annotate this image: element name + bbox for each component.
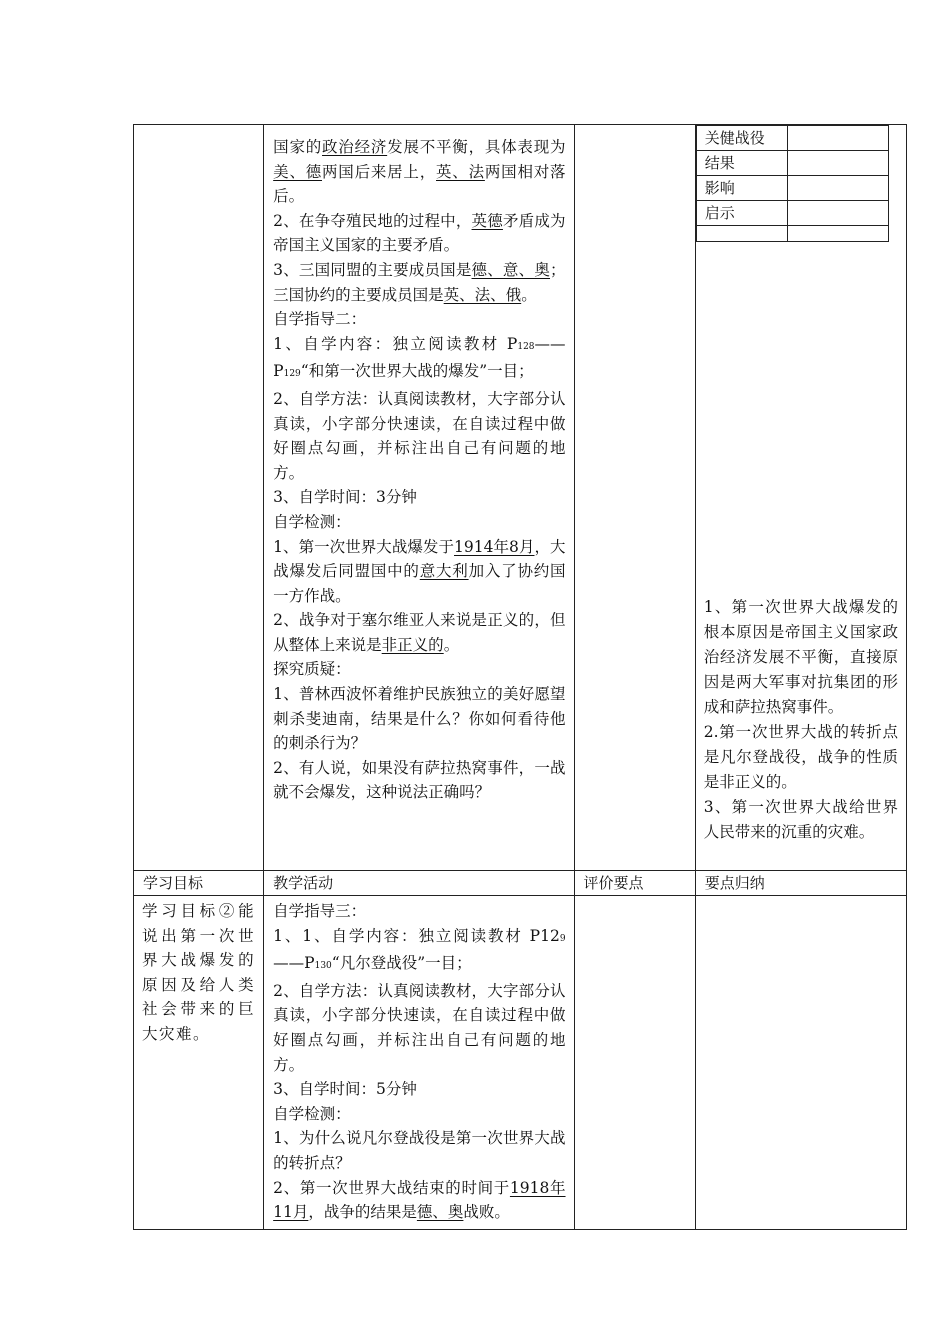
battle-row: [696, 126, 888, 151]
self-check-item-2: 2、战争对于塞尔维亚人来说是正义的，但从整体上来说是非正义的。: [273, 611, 566, 654]
header-evaluation: 评价要点: [574, 871, 695, 896]
header-summary: 要点归纳: [695, 871, 906, 896]
result-row: [696, 151, 888, 176]
goal-cell-top: [134, 125, 264, 871]
summary-point-3: 3、第一次世界大战给世界人民带来的沉重的灾难。: [703, 798, 898, 841]
guide-two-method: 2、自学方法：认真阅读教材，大字部分认真读，小字部分快速读，在自读过程中做好圈点勾画，并标注出自己有问题的地方。: [273, 389, 566, 482]
top-section-row: [134, 125, 907, 871]
self-check-heading: 自学检测：: [273, 512, 351, 531]
header-activity: 教学活动: [264, 871, 574, 896]
battle-value: [787, 126, 888, 151]
self-check-heading-2: 自学检测：: [273, 1104, 351, 1123]
evaluation-cell-bottom: [574, 896, 695, 1230]
blank-row: [696, 226, 888, 242]
header-goal: 学习目标: [134, 871, 264, 896]
activity-cell-top: [264, 125, 574, 871]
lesson-row: [696, 201, 888, 226]
summary-text: [696, 595, 906, 845]
self-check-item-1: 1、第一次世界大战爆发于1914年8月，大战爆发后同盟国中的意大利加入了协约国一方作战。: [273, 537, 566, 605]
self-check-item-4: 2、第一次世界大战结束的时间于1918年11月，战争的结果是德、奥战败。: [273, 1178, 566, 1222]
summary-point-1: 1、第一次世界大战爆发的根本原因是帝国主义国家政治经济发展不平衡，直接原因是两大军事对抗集团的形成和萨拉热窝事件。: [703, 598, 898, 716]
activity-text-bottom: [264, 896, 573, 1229]
explore-question-2: 2、有人说，如果没有萨拉热窝事件，一战就不会爆发，这种说法正确吗？: [273, 758, 566, 802]
learning-goal-2: 学习目标②能说出第一次世界大战爆发的原因及给人类社会带来的巨大灾难。: [142, 902, 256, 1043]
activity-cell-bottom: [264, 896, 574, 1230]
guide-two-content: 1、自学内容：独立阅读教材 P128——P129“和第一次世界大战的爆发”一目；: [273, 334, 566, 381]
guide-two-time: 3、自学时间：3分钟: [273, 488, 417, 507]
guide-three-time: 3、自学时间：5分钟: [273, 1080, 417, 1099]
lesson-value: [787, 201, 888, 226]
impact-row: [696, 176, 888, 201]
summary-cell-bottom: [695, 896, 906, 1230]
lesson-label: 启示: [696, 201, 787, 226]
guide-three-method: 2、自学方法：认真阅读教材，大字部分认真读，小字部分快速读，在自读过程中做好圈点勾画，并标注出自己有问题的地方。: [273, 981, 566, 1074]
goal-cell-bottom: [134, 896, 264, 1230]
explore-heading: 探究质疑：: [273, 660, 351, 679]
evaluation-cell-top: [574, 125, 695, 871]
battle-table: [696, 125, 889, 242]
lesson-table: [133, 124, 907, 1230]
paragraph-alliances: 3、三国同盟的主要成员国是德、意、奥；三国协约的主要成员国是英、法、俄。: [273, 260, 566, 304]
paragraph-uneven-development: 国家的政治经济发展不平衡，具体表现为美、德两国后来居上，英、法两国相对落后。: [273, 138, 566, 206]
result-value: [787, 151, 888, 176]
header-row: [134, 871, 907, 896]
battle-label: 关健战役: [696, 126, 787, 151]
activity-text-top: [264, 125, 573, 809]
explore-question-1: 1、普林西波怀着维护民族独立的美好愿望刺杀斐迪南，结果是什么？你如何看待他的刺杀行为？: [273, 685, 566, 753]
summary-cell-top: [695, 125, 906, 871]
self-check-item-3: 1、为什么说凡尔登战役是第一次世界大战的转折点？: [273, 1129, 566, 1172]
paragraph-anglo-german: 2、在争夺殖民地的过程中，英德矛盾成为帝国主义国家的主要矛盾。: [273, 211, 566, 255]
guide-three-content: 1、1、自学内容：独立阅读教材 P129——P130“凡尔登战役”一目；: [273, 926, 566, 973]
bottom-section-row: [134, 896, 907, 1230]
summary-point-2: 2.第一次世界大战的转折点是凡尔登战役，战争的性质是非正义的。: [703, 723, 898, 791]
result-label: 结果: [696, 151, 787, 176]
guide-three-heading: 自学指导三：: [273, 902, 367, 920]
impact-value: [787, 176, 888, 201]
guide-two-heading: 自学指导二：: [273, 310, 367, 329]
impact-label: 影响: [696, 176, 787, 201]
